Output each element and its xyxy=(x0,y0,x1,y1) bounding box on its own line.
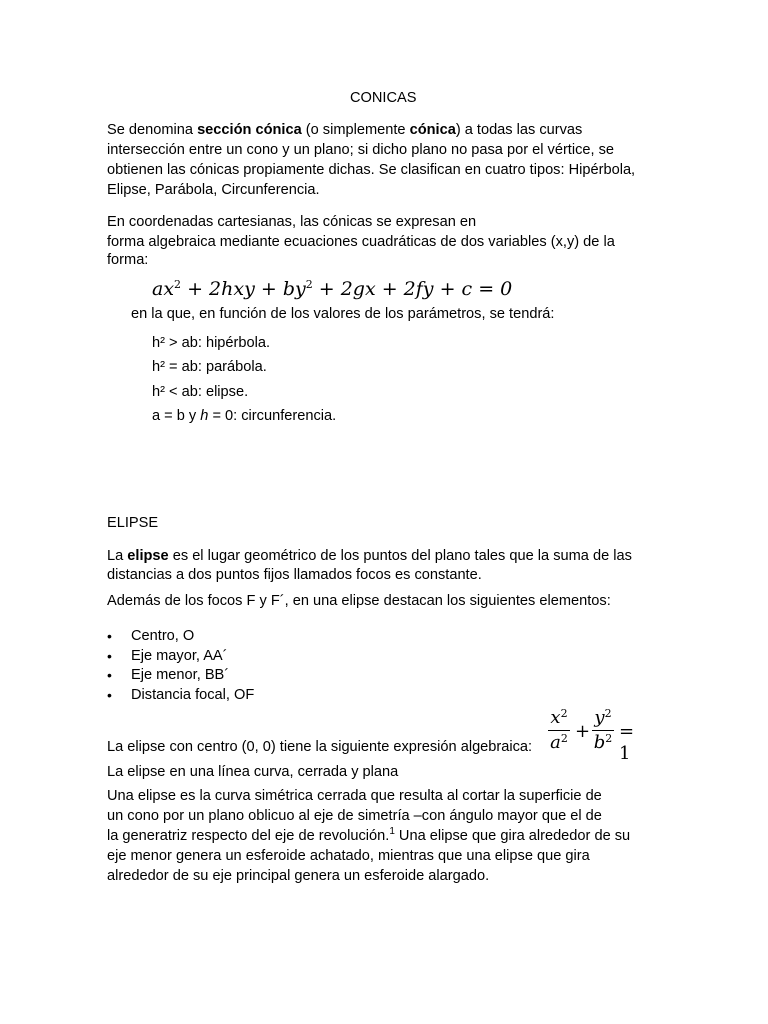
paragraph-text: Una elipse que gira alrededor de su xyxy=(394,828,631,844)
fraction-y-over-b xyxy=(592,708,614,753)
list-item: Distancia focal, OF xyxy=(131,687,255,703)
case-text: a = b y xyxy=(152,408,201,424)
var-a: a xyxy=(550,732,561,753)
ellipse-curve-line: La elipse en una línea curva, cerrada y plana xyxy=(107,764,399,780)
bullet-icon: • xyxy=(107,648,112,664)
ellipse-paragraph-line-5: alrededor de su eje principal genera un esferoide alargado. xyxy=(107,868,490,884)
term-conica: cónica xyxy=(409,122,456,138)
footnote-reference[interactable]: 1 xyxy=(389,826,395,837)
fraction-numerator xyxy=(548,708,570,728)
eq-term: + 2hxy + by xyxy=(181,278,306,300)
case-parabola: h² = ab: parábola. xyxy=(152,359,267,375)
paragraph-text: la generatriz respecto del eje de revolución. xyxy=(107,828,390,844)
fraction-bar xyxy=(592,730,614,731)
ellipse-elements-intro: Además de los focos F y F´, en una elipse destacan los siguientes elementos: xyxy=(107,593,611,609)
list-item: Centro, O xyxy=(131,628,195,644)
intro-line-4: Elipse, Parábola, Circunferencia. xyxy=(107,182,320,198)
eq-term: ax xyxy=(152,278,175,300)
exponent: 2 xyxy=(605,732,613,745)
term-seccion-conica: sección cónica xyxy=(197,122,302,138)
coords-line-2: forma algebraica mediante ecuaciones cuadráticas de dos variables (x,y) de la xyxy=(107,234,615,250)
eq-exponent: 2 xyxy=(305,278,313,291)
fraction-numerator xyxy=(592,708,614,728)
var-x: x xyxy=(550,707,561,728)
case-circunferencia xyxy=(152,406,336,426)
var-y: y xyxy=(594,707,605,728)
ellipse-expression-text: La elipse con centro (0, 0) tiene la siguiente expresión algebraica: xyxy=(107,739,533,755)
def-text: es el lugar geométrico de los puntos del plano tales que la suma de las xyxy=(168,548,632,564)
fraction-bar xyxy=(548,730,570,731)
case-hiperbola: h² > ab: hipérbola. xyxy=(152,335,271,351)
fraction-x-over-a xyxy=(548,708,570,753)
case-var-h: h xyxy=(200,408,209,424)
section-heading-elipse: ELIPSE xyxy=(107,515,159,531)
page-title: CONICAS xyxy=(350,90,417,106)
general-conic-equation xyxy=(152,277,512,301)
intro-text: ) a todas las curvas xyxy=(455,122,583,138)
ellipse-def-line-2: distancias a dos puntos fijos llamados focos es constante. xyxy=(107,567,482,583)
var-b: b xyxy=(593,732,606,753)
bullet-icon: • xyxy=(107,628,112,644)
case-text: = 0: circunferencia. xyxy=(208,408,337,424)
ellipse-paragraph-line-2: un cono por un plano oblicuo al eje de simetría –con ángulo mayor que el de xyxy=(107,808,602,824)
intro-text: (o simplemente xyxy=(301,122,410,138)
ellipse-def-line-1 xyxy=(107,546,632,566)
def-text: La xyxy=(107,548,128,564)
list-item: Eje mayor, AA´ xyxy=(131,648,228,664)
eq-exponent: 2 xyxy=(174,278,182,291)
bullet-icon: • xyxy=(107,687,112,703)
plus-sign: + xyxy=(575,721,591,742)
equals-one: = 1 xyxy=(619,721,635,764)
ellipse-paragraph-line-1: Una elipse es la curva simétrica cerrada que resulta al cortar la superficie de xyxy=(107,788,602,804)
exponent: 2 xyxy=(560,707,568,720)
term-elipse: elipse xyxy=(127,548,169,564)
fraction-denominator xyxy=(592,733,614,753)
case-elipse: h² < ab: elipse. xyxy=(152,384,249,400)
exponent: 2 xyxy=(604,707,612,720)
intro-line-1 xyxy=(107,120,582,140)
intro-text: Se denomina xyxy=(107,122,198,138)
fraction-denominator xyxy=(548,733,570,753)
ellipse-paragraph-line-3 xyxy=(107,826,630,846)
coords-line-4: en la que, en función de los valores de los parámetros, se tendrá: xyxy=(131,306,555,322)
ellipse-paragraph-line-4: eje menor genera un esferoide achatado, mientras que una elipse que gira xyxy=(107,848,590,864)
coords-line-3: forma: xyxy=(107,252,149,268)
eq-term: + 2gx + 2fy + c = 0 xyxy=(312,278,513,300)
intro-line-2: intersección entre un cono y un plano; si dicho plano no pasa por el vértice, se xyxy=(107,142,615,158)
exponent: 2 xyxy=(560,732,568,745)
coords-line-1: En coordenadas cartesianas, las cónicas se expresan en xyxy=(107,214,477,230)
intro-line-3: obtienen las cónicas propiamente dichas. Se clasifican en cuatro tipos: Hipérbola, xyxy=(107,162,636,178)
bullet-icon: • xyxy=(107,667,112,683)
list-item: Eje menor, BB´ xyxy=(131,667,230,683)
